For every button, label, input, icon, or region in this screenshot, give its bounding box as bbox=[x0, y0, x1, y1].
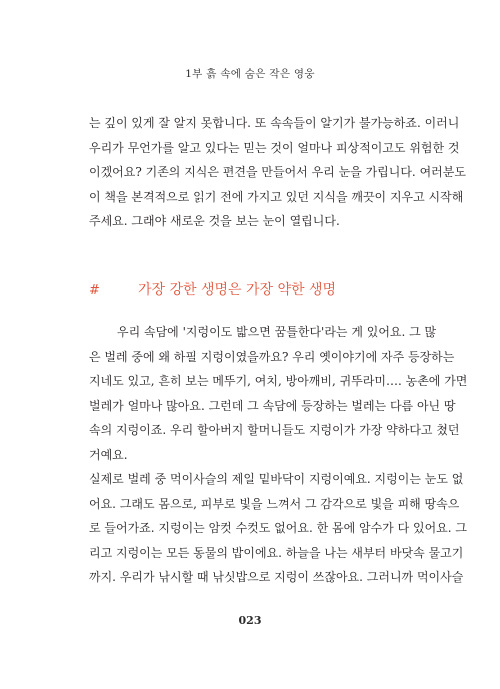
text-line: 속의 지렁이죠. 우리 할아버지 할머니들도 지렁이가 가장 약하다고 쳤던 bbox=[89, 423, 460, 437]
page-number: 023 bbox=[238, 614, 262, 627]
text-line: 지네도 있고, 흔히 보는 메뚜기, 여치, 방아깨비, 귀뚜라미…. 농촌에 가면 bbox=[89, 374, 468, 388]
text-line: 주세요. 그래야 새로운 것을 보는 눈이 열립니다. bbox=[89, 214, 340, 228]
text-line: 이 책을 본격적으로 읽기 전에 가지고 있던 지식을 깨끗이 지우고 시작해 bbox=[89, 189, 464, 204]
body-paragraph-2 bbox=[89, 320, 468, 590]
text-line: 우리 속담에 '지렁이도 밟으면 꿈틀한다'라는 게 있어요. 그 많 bbox=[117, 325, 437, 339]
section-title: 가장 강한 생명은 가장 약한 생명 bbox=[138, 282, 337, 298]
text-line: 까지. 우리가 낚시할 때 낚싯밥으로 지렁이 쓰잖아요. 그러니까 먹이사슬 bbox=[89, 570, 464, 584]
text-line: 은 벌레 중에 왜 하필 지렁이였을까요? 우리 옛이야기에 자주 등장하는 bbox=[89, 349, 455, 364]
text-line: 이겠어요? 기존의 지식은 편견을 만들어서 우리 눈을 가립니다. 여러분도 bbox=[89, 165, 466, 179]
text-line: 실제로 벌레 중 먹이사슬의 제일 밑바닥이 지렁이예요. 지렁이는 눈도 없 bbox=[89, 472, 464, 486]
text-line: 리고 지렁이는 모든 동물의 밥이에요. 하늘을 나는 새부터 바닷속 물고기 bbox=[89, 545, 464, 560]
text-line: 로 들어가죠. 지렁이는 암컷 수컷도 없어요. 한 몸에 암수가 다 있어요. 그 bbox=[89, 521, 467, 535]
running-head: 1부 흙 속에 숨은 작은 영웅 bbox=[185, 68, 315, 80]
text-line: 거예요. bbox=[89, 447, 128, 462]
text-line: 는 깊이 있게 잘 알지 못합니다. 또 속속들이 알기가 불가능하죠. 이러니 bbox=[89, 116, 460, 130]
section-marker: # bbox=[89, 283, 100, 298]
body-paragraph-1 bbox=[89, 111, 466, 234]
section-heading bbox=[89, 279, 429, 299]
text-line: 우리가 무언가를 알고 있다는 믿는 것이 얼마나 피상적이고도 위험한 것 bbox=[89, 140, 460, 155]
text-line: 어요. 그래도 몸으로, 피부로 빛을 느껴서 그 감각으로 빛을 피해 땅속으 bbox=[89, 496, 460, 511]
text-line: 벌레가 얼마나 많아요. 그런데 그 속담에 등장하는 벌레는 다름 아닌 땅 bbox=[89, 398, 456, 413]
